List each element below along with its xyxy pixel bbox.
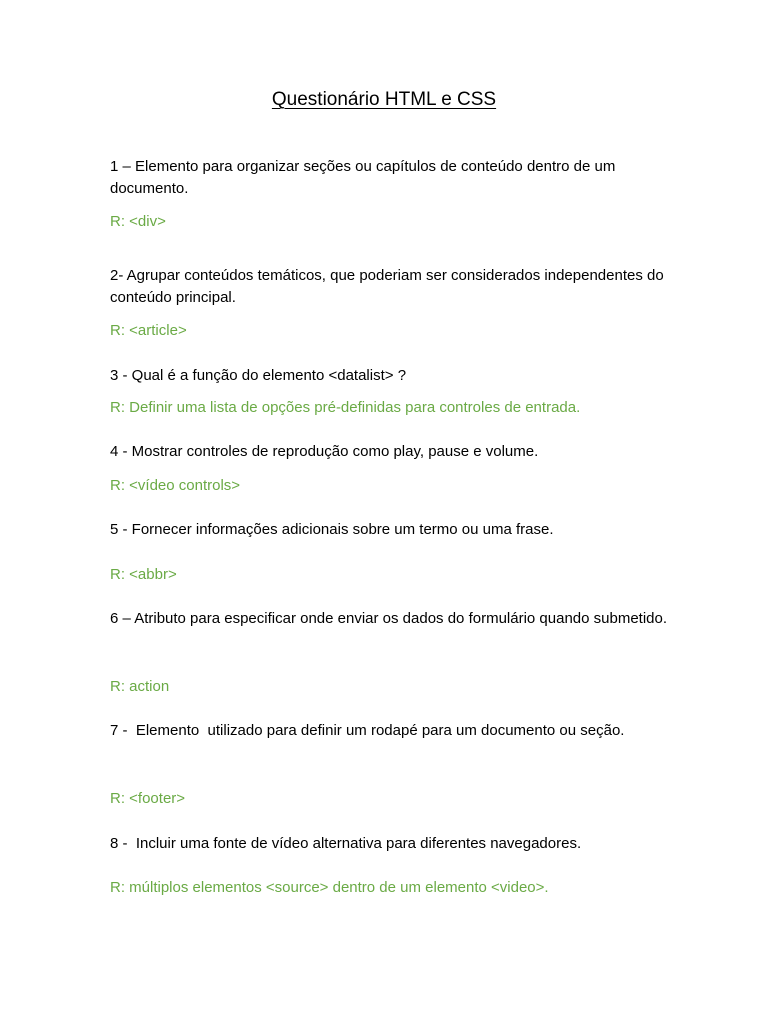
answer-3: R: Definir uma lista de opções pré-definidas para controles de entrada. xyxy=(110,399,581,416)
question-7: 7 - Elemento utilizado para definir um rodapé para um documento ou seção. xyxy=(110,722,625,739)
answer-2: R: <article> xyxy=(110,322,187,339)
question-4: 4 - Mostrar controles de reprodução como play, pause e volume. xyxy=(110,443,539,460)
answer-7: R: <footer> xyxy=(110,790,186,807)
question-3: 3 - Qual é a função do elemento <datalist> ? xyxy=(110,367,407,384)
answer-5: R: <abbr> xyxy=(110,566,177,583)
answer-6: R: action xyxy=(110,678,170,695)
question-5: 5 - Fornecer informações adicionais sobre um termo ou uma frase. xyxy=(110,521,554,538)
answer-1: R: <div> xyxy=(110,213,166,230)
question-2: 2- Agrupar conteúdos temáticos, que poderiam ser considerados independentes do conteúdo principal. xyxy=(110,267,668,306)
answer-4: R: <vídeo controls> xyxy=(110,477,241,494)
answer-8: R: múltiplos elementos <source> dentro de um elemento <video>. xyxy=(110,879,549,896)
document-title: Questionário HTML e CSS xyxy=(271,89,497,110)
question-6: 6 – Atributo para especificar onde enviar os dados do formulário quando submetido. xyxy=(110,610,668,627)
question-1: 1 – Elemento para organizar seções ou capítulos de conteúdo dentro de um documento. xyxy=(110,158,620,197)
question-8: 8 - Incluir uma fonte de vídeo alternativa para diferentes navegadores. xyxy=(110,835,582,852)
